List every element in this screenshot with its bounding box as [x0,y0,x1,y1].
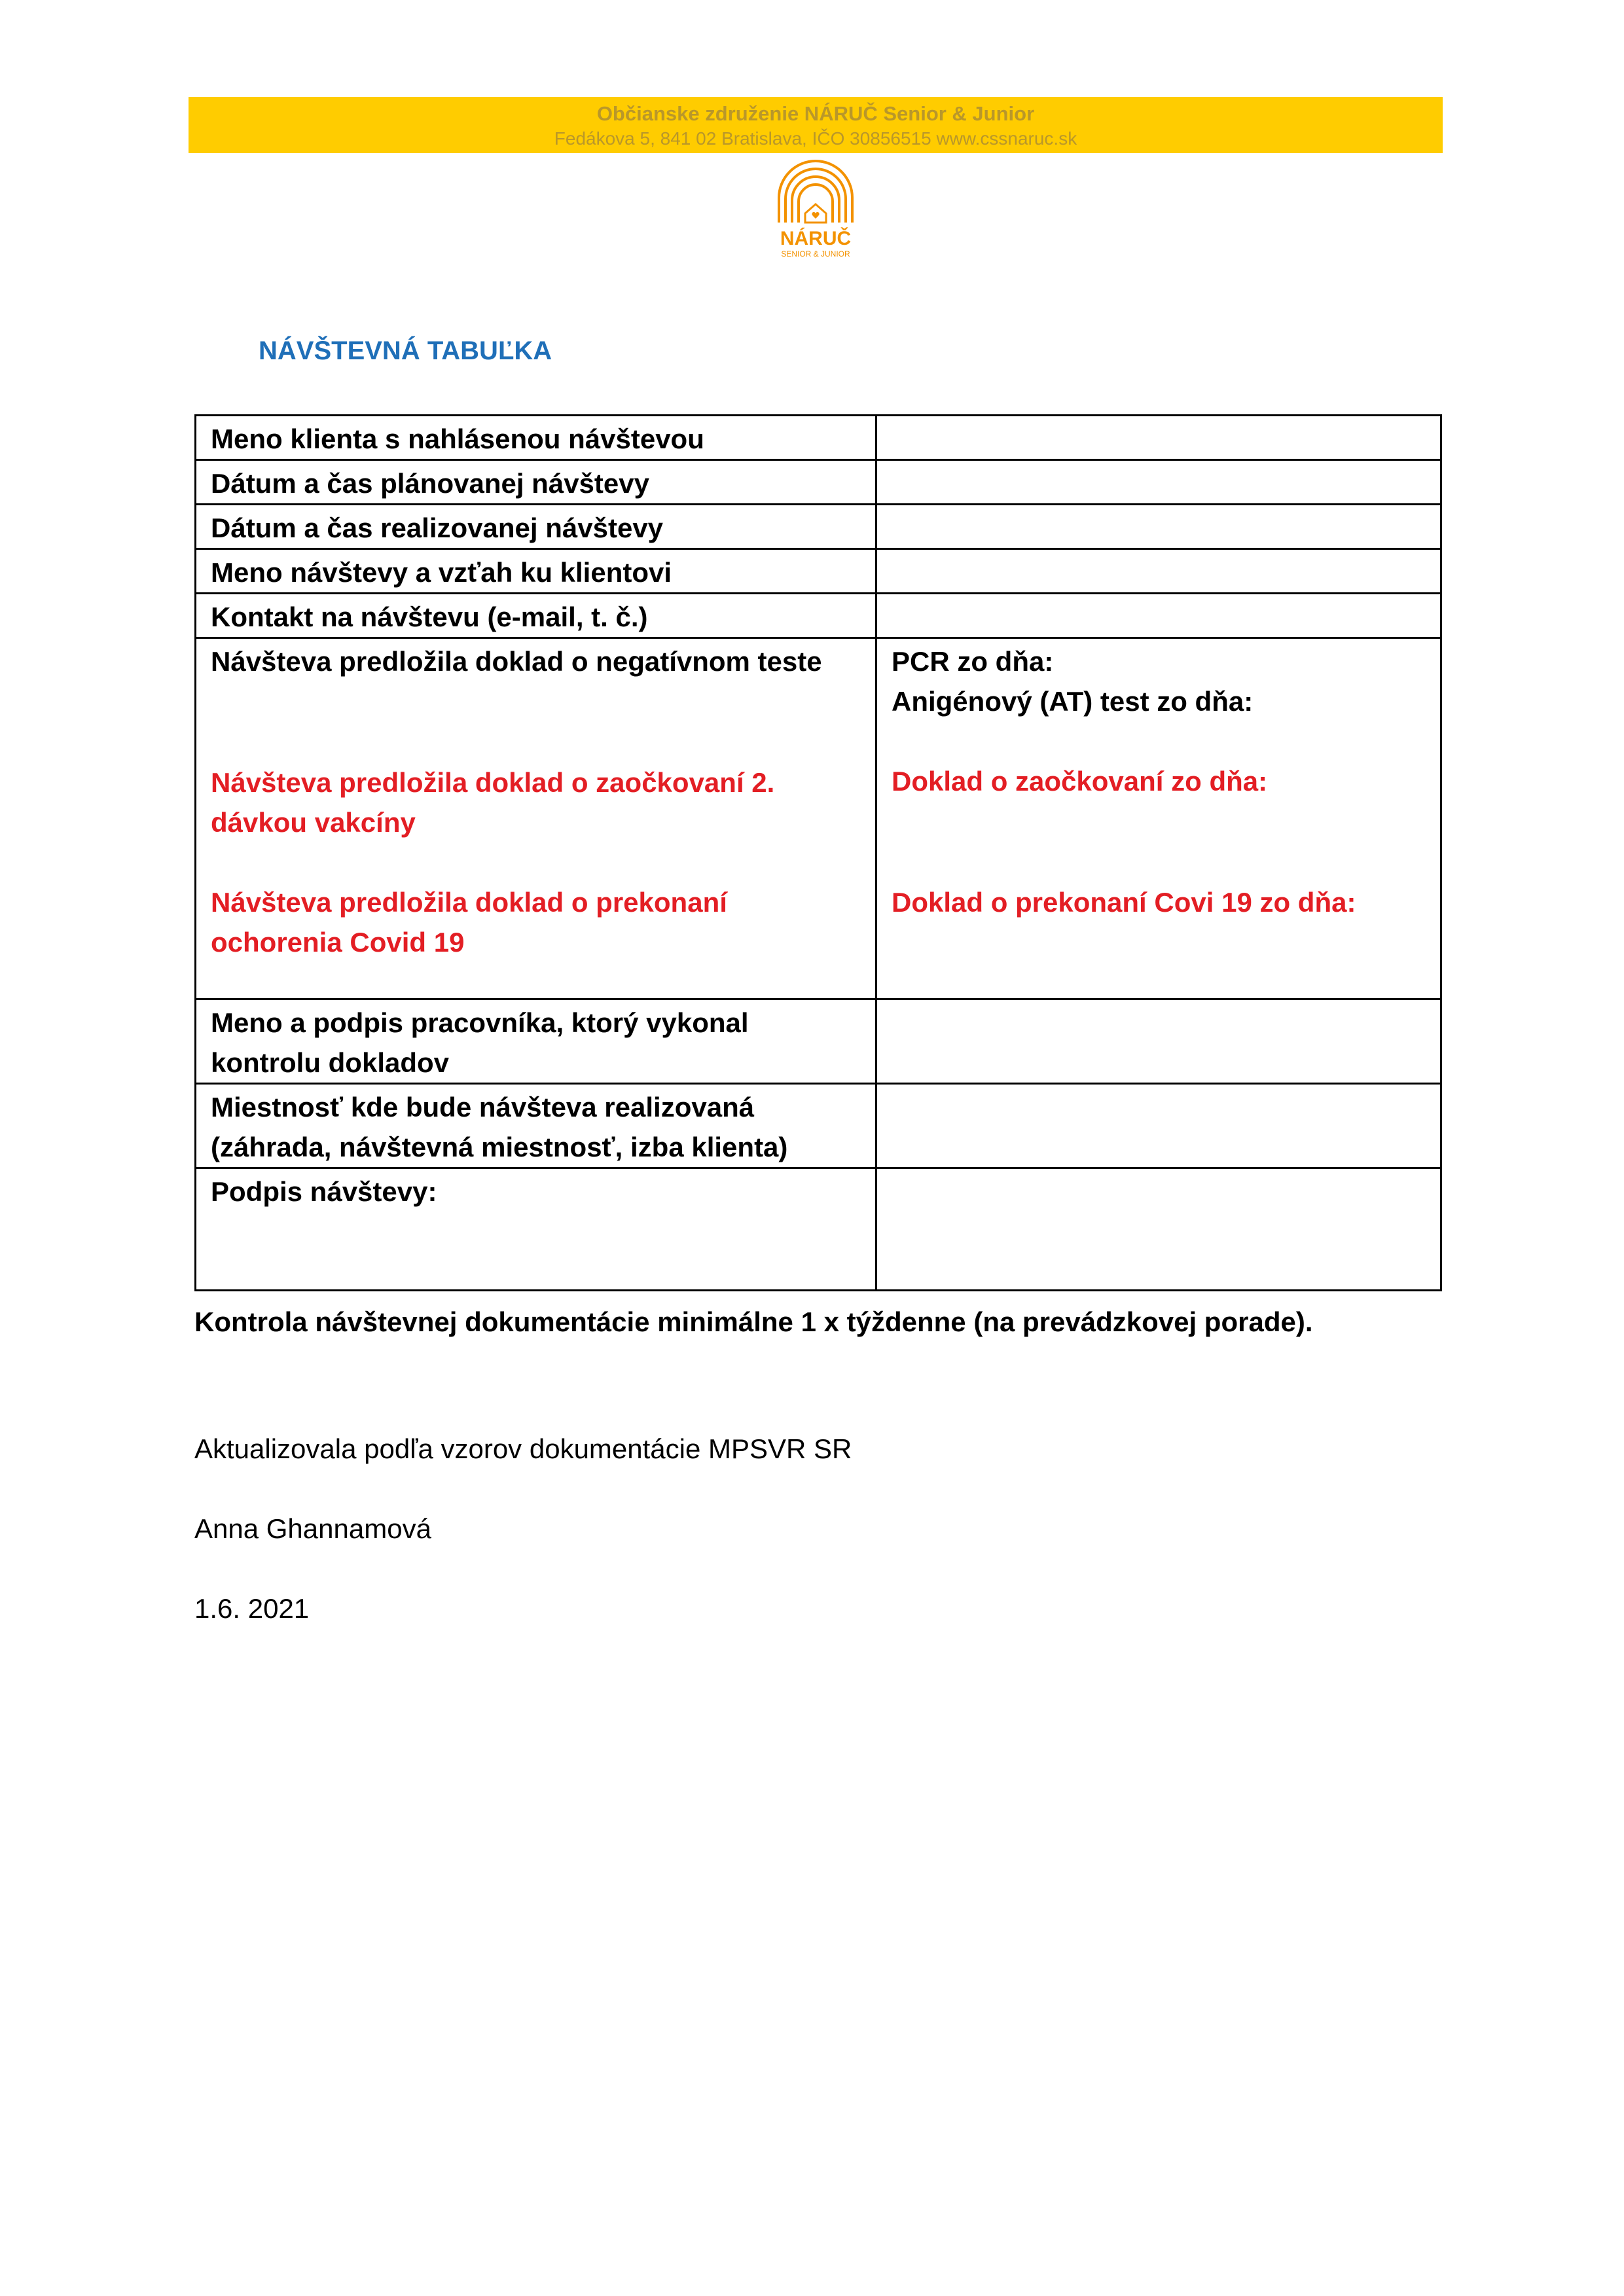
updated-by-note: Aktualizovala podľa vzorov dokumentácie MPSVR SR [194,1433,852,1464]
table-row [196,549,1441,594]
inspection-note: Kontrola návštevnej dokumentácie minimálne 1 x týždenne (na prevádzkovej porade). [194,1306,1313,1337]
visit-room-field[interactable] [876,1084,1441,1168]
author-name: Anna Ghannamová [194,1513,431,1544]
table-row [196,999,1441,1084]
pcr-date-label: PCR zo dňa: [892,646,1054,677]
proof-labels-cell [196,638,876,999]
antigen-date-label: Anigénový (AT) test zo dňa: [892,686,1254,717]
worker-signature-label: Meno a podpis pracovníka, ktorý vykonal kontrolu dokladov [196,999,876,1084]
visitor-signature-field[interactable] [876,1168,1441,1291]
naruc-arch-house-logo-icon [770,157,861,268]
visitor-name-label: Meno návštevy a vzťah ku klientovi [196,549,876,594]
visit-table [194,414,1442,1291]
vaccination-label: Návšteva predložila doklad o zaočkovaní 2. dávkou vakcíny [211,767,775,838]
organization-name: Občianske združenie NÁRUČ Senior & Junior [596,102,1035,125]
document-title: NÁVŠTEVNÁ TABUĽKA [259,336,552,365]
logo-name: NÁRUČ [780,228,852,249]
proof-values-cell[interactable] [876,638,1441,999]
visitor-signature-label: Podpis návštevy: [196,1168,876,1291]
logo-tagline: SENIOR & JUNIOR [781,249,850,259]
organization-address: Fedákova 5, 841 02 Bratislava, IČO 30856515 www.cssnaruc.sk [554,128,1077,149]
visitor-name-field[interactable] [876,549,1441,594]
worker-signature-field[interactable] [876,999,1441,1084]
realized-visit-label: Dátum a čas realizovanej návštevy [196,505,876,549]
client-name-label: Meno klienta s nahlásenou návštevou [196,416,876,460]
planned-visit-label: Dátum a čas plánovanej návštevy [196,460,876,505]
organization-header [189,97,1443,153]
visitor-contact-label: Kontakt na návštevu (e-mail, t. č.) [196,594,876,638]
recovery-label: Návšteva predložila doklad o prekonaní ochorenia Covid 19 [211,887,727,958]
realized-visit-field[interactable] [876,505,1441,549]
naruc-logo [770,157,861,268]
table-row [196,460,1441,505]
table-row [196,1084,1441,1168]
table-row [196,505,1441,549]
visit-room-label: Miestnosť kde bude návšteva realizovaná (záhrada, návštevná miestnosť, izba klienta) [196,1084,876,1168]
table-row [196,416,1441,460]
table-row-proof [196,638,1441,999]
planned-visit-field[interactable] [876,460,1441,505]
table-row [196,594,1441,638]
negative-test-label: Návšteva predložila doklad o negatívnom teste [211,646,822,677]
visitor-contact-field[interactable] [876,594,1441,638]
table-row [196,1168,1441,1291]
document-date: 1.6. 2021 [194,1593,310,1624]
client-name-field[interactable] [876,416,1441,460]
recovery-date-label: Doklad o prekonaní Covi 19 zo dňa: [892,887,1356,918]
vaccination-date-label: Doklad o zaočkovaní zo dňa: [892,766,1268,797]
